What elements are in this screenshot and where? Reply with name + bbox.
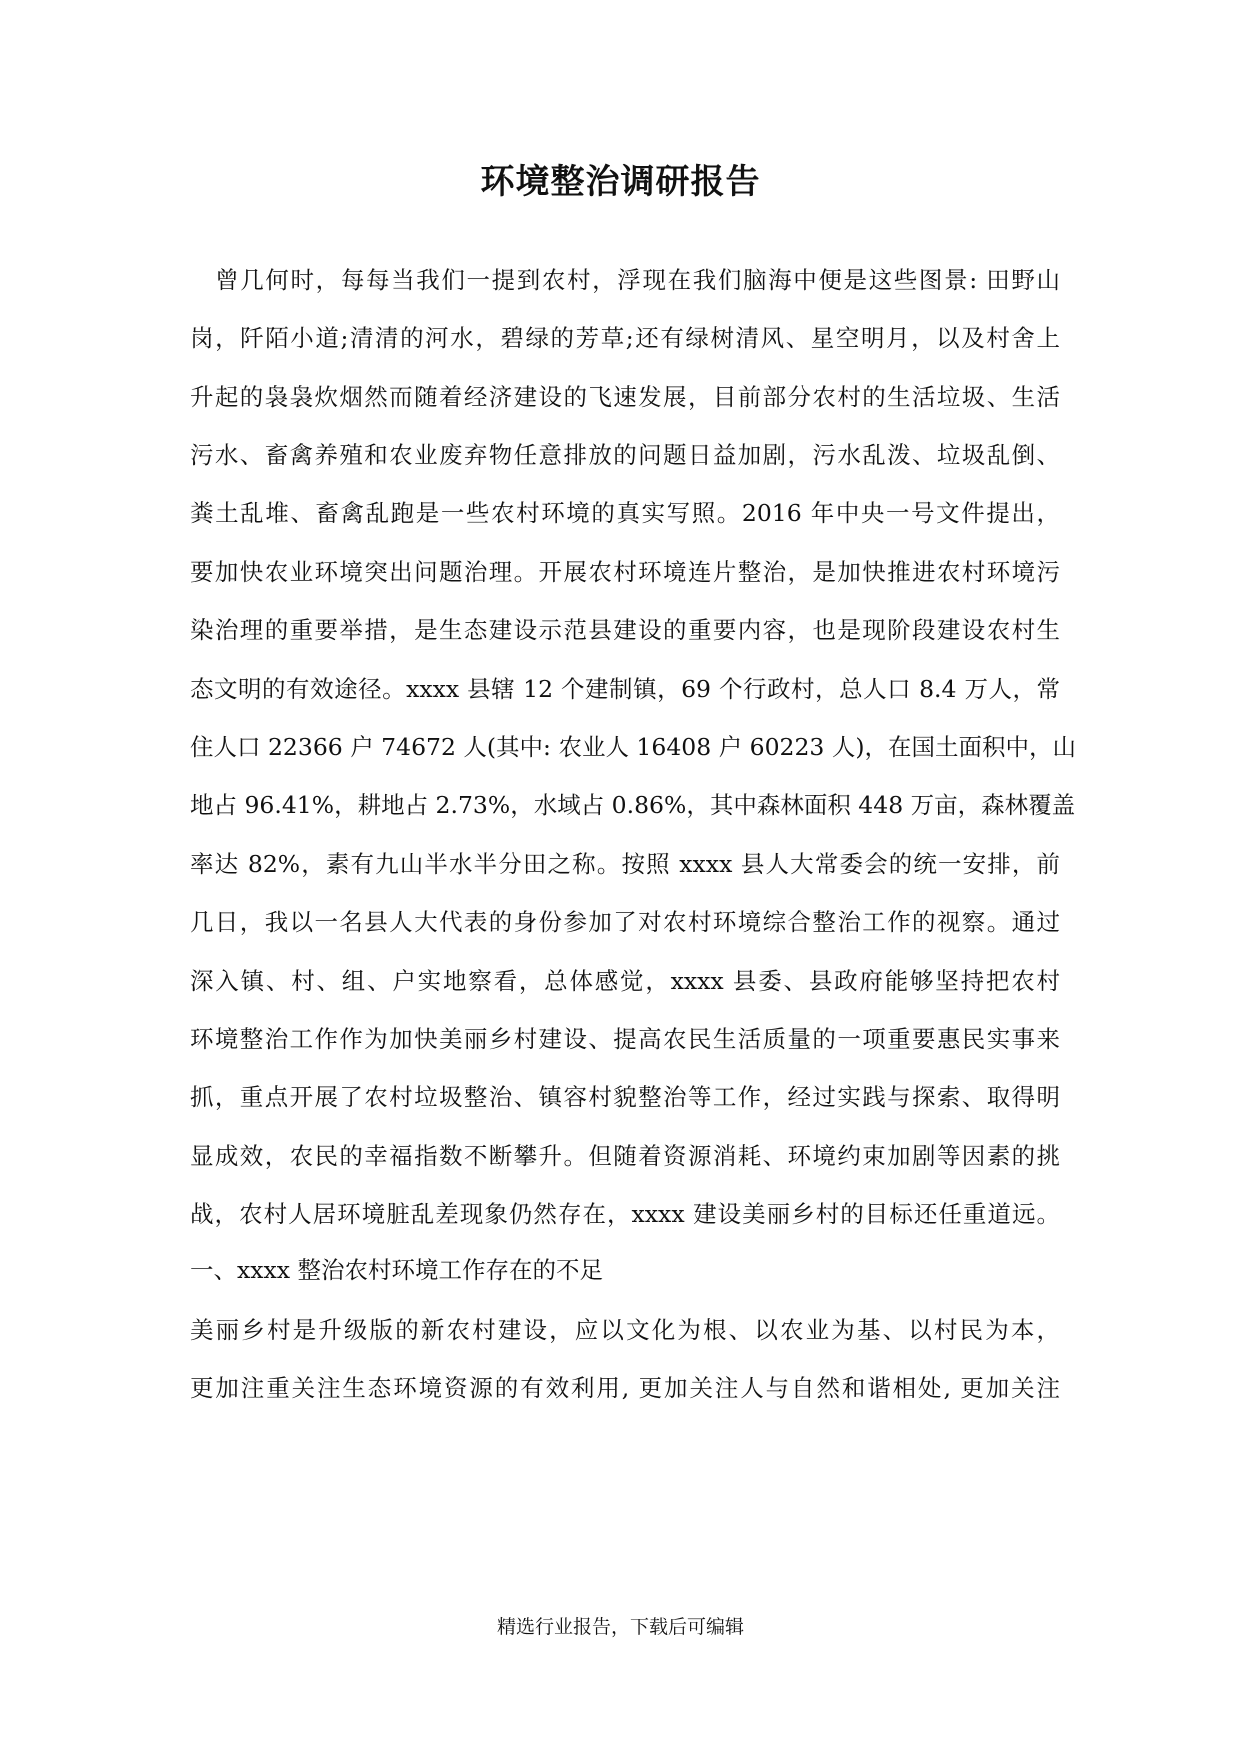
text-line: 地占 96.41%，耕地占 2.73%，水域占 0.86%，其中森林面积 448 万亩，森林覆盖 (190, 791, 1076, 819)
text-line: 率达 82%，素有九山半水半分田之称。按照 xxxx 县人大常委会的统一安排，前 (190, 850, 1060, 878)
page-footer: 精选行业报告，下载后可编辑 (496, 1616, 744, 1638)
text-line: 更加注重关注生态环境资源的有效利用, 更加关注人与自然和谐相处, 更加关注 (190, 1374, 1060, 1402)
text-line: 曾几何时，每每当我们一提到农村，浮现在我们脑海中便是这些图景: 田野山 (190, 266, 1060, 294)
text-line: 岗，阡陌小道;清清的河水，碧绿的芳草;还有绿树清风、星空明月，以及村舍上 (190, 324, 1060, 352)
document-title: 环境整治调研报告 (480, 162, 761, 202)
section-heading: 一、xxxx 整治农村环境工作存在的不足 (190, 1256, 603, 1284)
text-line: 染治理的重要举措，是生态建设示范县建设的重要内容，也是现阶段建设农村生 (190, 616, 1060, 644)
text-line: 深入镇、村、组、户实地察看，总体感觉，xxxx 县委、县政府能够坚持把农村 (190, 967, 1060, 995)
text-line: 粪土乱堆、畜禽乱跑是一些农村环境的真实写照。2016 年中央一号文件提出， (190, 499, 1060, 527)
text-line: 住人口 22366 户 74672 人(其中: 农业人 16408 户 60223 人)，在国土面积中，山 (190, 733, 1077, 761)
text-line: 几日，我以一名县人大代表的身份参加了对农村环境综合整治工作的视察。通过 (190, 908, 1060, 936)
text-line: 态文明的有效途径。xxxx 县辖 12 个建制镇，69 个行政村，总人口 8.4 万人，常 (190, 675, 1060, 703)
text-line: 抓，重点开展了农村垃圾整治、镇容村貌整治等工作，经过实践与探索、取得明 (190, 1083, 1060, 1111)
text-line: 要加快农业环境突出问题治理。开展农村环境连片整治，是加快推进农村环境污 (190, 558, 1060, 586)
text-line: 美丽乡村是升级版的新农村建设，应以文化为根、以农业为基、以村民为本， (190, 1316, 1060, 1344)
text-line: 显成效，农民的幸福指数不断攀升。但随着资源消耗、环境约束加剧等因素的挑 (190, 1142, 1060, 1170)
text-line: 升起的袅袅炊烟然而随着经济建设的飞速发展，目前部分农村的生活垃圾、生活 (190, 383, 1060, 411)
text-line: 污水、畜禽养殖和农业废弃物任意排放的问题日益加剧，污水乱泼、垃圾乱倒、 (190, 441, 1060, 469)
text-line: 战，农村人居环境脏乱差现象仍然存在，xxxx 建设美丽乡村的目标还任重道远。 (190, 1200, 1060, 1228)
text-line: 环境整治工作作为加快美丽乡村建设、提高农民生活质量的一项重要惠民实事来 (190, 1025, 1060, 1053)
